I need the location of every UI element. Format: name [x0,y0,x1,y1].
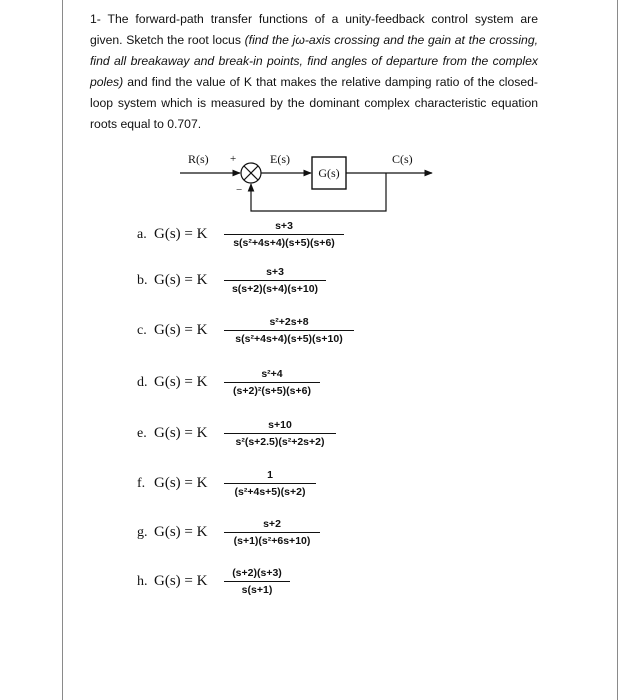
fraction-bar [224,330,354,331]
equation-fraction [224,368,320,397]
numerator: s+3 [275,220,293,232]
equation-label: g. [137,525,148,540]
fraction-bar [224,581,290,582]
fraction-bar [224,483,316,484]
equation-lhs: G(s) = K [154,272,208,288]
equation-lhs: G(s) = K [154,322,208,338]
fraction-bar [224,280,326,281]
fraction-bar [224,234,344,235]
problem-statement [90,9,538,135]
numerator: (s+2)(s+3) [232,567,282,579]
fraction-bar [224,382,320,383]
equation-lhs: G(s) = K [154,573,208,589]
equation-lhs: G(s) = K [154,475,208,491]
equation-label: d. [137,375,148,390]
denominator: s(s+2)(s+4)(s+10) [231,283,319,295]
summing-junction [241,163,261,183]
denominator: (s+2)²(s+5)(s+6) [233,385,311,397]
denominator: s(s²+4s+4)(s+5)(s+6) [233,237,335,249]
input-label: R(s) [188,152,209,166]
denominator: s²(s+2.5)(s²+2s+2) [235,436,325,448]
equation-lhs: G(s) = K [154,226,208,242]
equation-label: a. [137,227,147,242]
denominator: (s+1)(s²+6s+10) [233,535,311,547]
equation-fraction [224,266,326,295]
equation-lhs: G(s) = K [154,425,208,441]
equation-label: b. [137,273,148,288]
problem-text-end: and find the value of K that makes the relative damping ratio of the closed-loop system which is measured by the dominant complex characteristic equation roots equal to 0.707. [90,75,538,131]
block-label: G(s) [318,166,340,180]
numerator: s+10 [268,419,292,431]
equation-label: c. [137,323,147,338]
minus-sign: − [236,184,243,196]
equation-lhs: G(s) = K [154,524,208,540]
fraction-bar [224,433,336,434]
problem-text-intro: The forward-path transfer functions of a unity-feedback control system are given. Sketch the root locus [90,12,538,47]
numerator: s²+2s+8 [269,316,309,328]
numerator: s+2 [263,518,281,530]
block-diagram [150,145,450,220]
numerator: s+3 [266,266,284,278]
equation-fraction [224,316,354,345]
equation-lhs: G(s) = K [154,374,208,390]
equation-label: h. [137,574,148,589]
equation-fraction [224,469,316,498]
equation-fraction [224,518,320,547]
equation-fraction [224,567,290,596]
output-label: C(s) [392,152,413,166]
problem-number: 1- [90,12,101,26]
denominator: (s²+4s+5)(s+2) [234,486,306,498]
numerator: 1 [267,469,273,481]
plus-sign: + [230,153,237,165]
fraction-bar [224,532,320,533]
equation-label: e. [137,426,147,441]
numerator: s²+4 [261,368,283,380]
equation-fraction [224,419,336,448]
problem-text-italic: (find the jω-axis crossing and the gain at the crossing, find all breakaway and break-in points, find angles of departure from the complex poles) [90,33,538,89]
error-label: E(s) [270,152,290,166]
equation-fraction [224,220,344,249]
denominator: s(s+1) [241,584,273,596]
denominator: s(s²+4s+4)(s+5)(s+10) [235,333,343,345]
equation-label: f. [137,476,146,491]
